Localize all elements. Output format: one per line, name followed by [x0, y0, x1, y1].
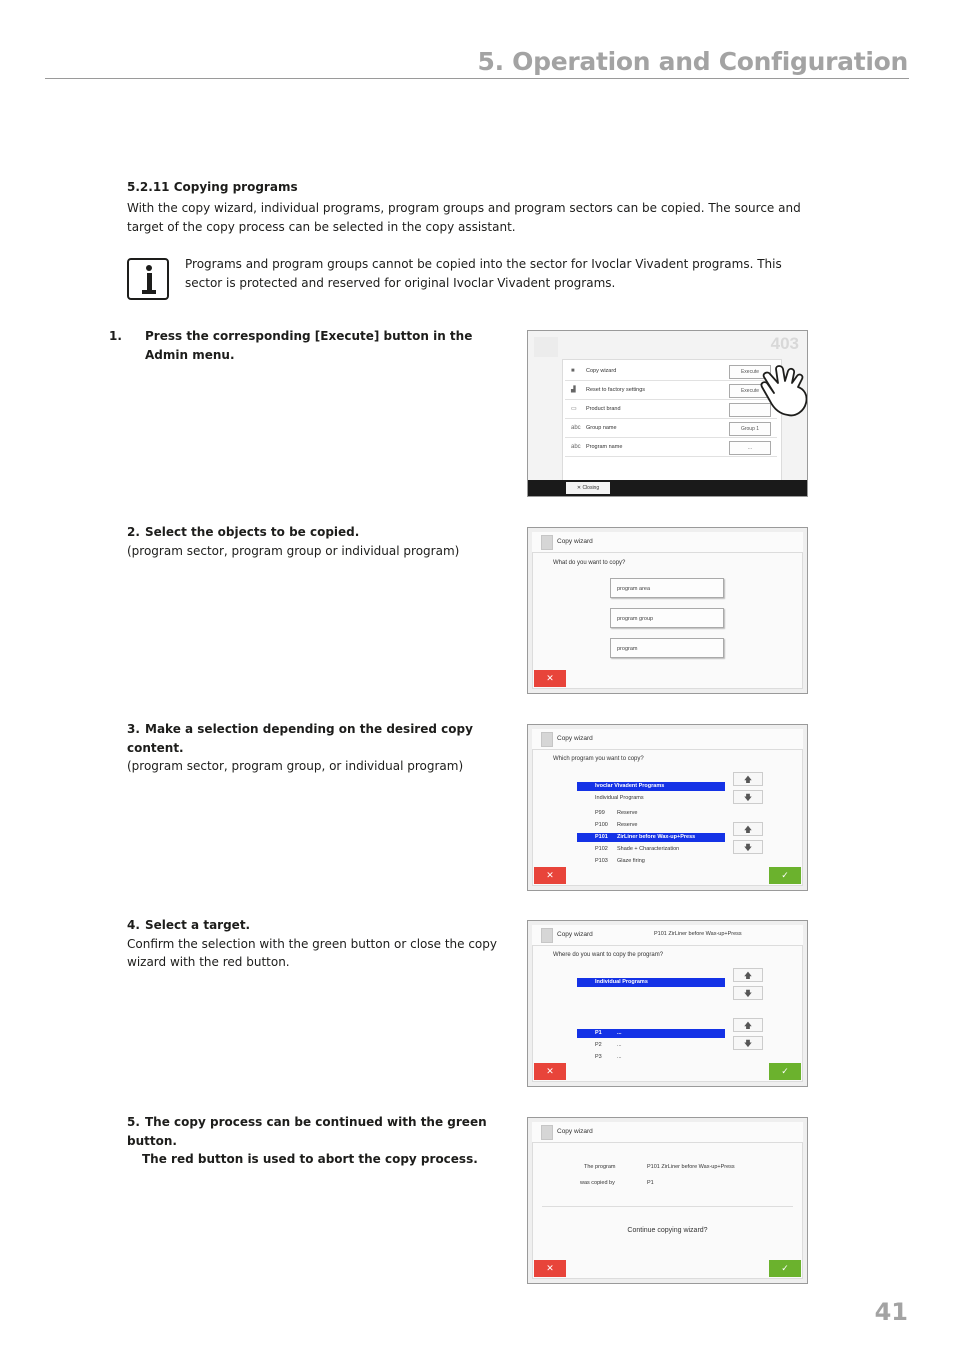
admin-logo — [534, 337, 558, 357]
confirm-button[interactable]: ✓ — [769, 1260, 801, 1277]
group-individual-programs[interactable]: Individual Programs — [577, 978, 725, 987]
document-icon — [541, 732, 553, 747]
step-detail: Confirm the selection with the green button or close the copy wizard with the red button. — [127, 936, 497, 969]
step-instruction-2: The red button is used to abort the copy process. — [142, 1152, 478, 1166]
admin-row-group-name: abc Group name Group 1 — [565, 419, 777, 438]
group-name-field[interactable]: Group 1 — [729, 422, 771, 436]
step-number: 4. — [127, 918, 140, 932]
scroll-down-button[interactable]: 🡇 — [733, 840, 763, 854]
admin-screen-number: 403 — [770, 334, 799, 353]
program-row[interactable]: P103 Glaze firing — [595, 858, 645, 864]
screenshot-admin-menu — [527, 330, 808, 497]
wizard-title: Copy wizard — [557, 735, 593, 742]
execute-button[interactable]: Execute — [729, 365, 771, 379]
wizard-title: Copy wizard — [557, 1128, 593, 1135]
wizard-title: Copy wizard — [557, 931, 593, 938]
step-5 — [127, 1113, 512, 1169]
confirm-button[interactable]: ✓ — [769, 1063, 801, 1080]
scroll-up-button[interactable]: 🡅 — [733, 822, 763, 836]
wizard-question: Where do you want to copy the program? — [553, 952, 664, 958]
admin-row-program-name: abc Program name ... — [565, 438, 777, 457]
group-individual-programs[interactable]: Individual Programs — [595, 795, 644, 801]
document-icon — [541, 535, 553, 550]
info-note: Programs and program groups cannot be copied into the sector for Ivoclar Vivadent programs. This sector is protected and reserved for original Ivoclar Vivadent programs. — [185, 257, 782, 290]
step-detail: (program sector, program group, or individual program) — [127, 759, 464, 773]
scroll-up-button[interactable]: 🡅 — [733, 968, 763, 982]
step-instruction: Select a target. — [145, 918, 251, 932]
copied-by-value: P1 — [647, 1180, 654, 1186]
cancel-button[interactable]: ✕ — [534, 1063, 566, 1080]
divider — [542, 1206, 793, 1207]
scroll-down-button[interactable]: 🡇 — [733, 1036, 763, 1050]
copied-program-value: P101 ZirLiner before Wax-up+Press — [647, 1164, 735, 1170]
admin-row-copy-wizard: ■ Copy wizard Execute — [565, 362, 777, 381]
step-number: 5. — [127, 1115, 140, 1129]
step-instruction: The copy process can be continued with the green button. — [127, 1115, 487, 1148]
group-ivoclar-programs[interactable]: Ivoclar Vivadent Programs — [577, 782, 725, 791]
page-number: 41 — [874, 1298, 908, 1326]
pointing-hand-icon — [760, 363, 808, 419]
step-4 — [127, 916, 512, 972]
option-program-area[interactable]: program area — [610, 578, 724, 598]
cancel-button[interactable]: ✕ — [534, 867, 566, 884]
target-slot[interactable]: P2 ... — [595, 1042, 622, 1048]
admin-row-brand: ▭ Product brand — [565, 400, 777, 419]
step-number: 1. — [109, 329, 122, 343]
copy-icon: ■ — [571, 368, 575, 374]
program-row[interactable]: P99 Reserve — [595, 810, 638, 816]
step-instruction: Press the corresponding [Execute] button in the Admin menu. — [145, 329, 473, 362]
screenshot-which-program — [527, 724, 808, 891]
closing-button[interactable]: ✕ Closing — [566, 482, 610, 494]
program-name-field[interactable]: ... — [729, 441, 771, 455]
reset-icon: ▟ — [571, 387, 576, 393]
step-3 — [127, 720, 512, 776]
target-slot[interactable]: P3 ... — [595, 1054, 622, 1060]
step-number: 2. — [127, 525, 140, 539]
program-row[interactable]: P102 Shade + Characterization — [595, 846, 680, 852]
scroll-down-button[interactable]: 🡇 — [733, 790, 763, 804]
section-intro: With the copy wizard, individual programs, program groups and program sectors can be copied. The source and target of the copy process can be selected in the copy assistant. — [127, 201, 801, 234]
scroll-up-button[interactable]: 🡅 — [733, 772, 763, 786]
target-slot-selected[interactable]: P1 ... — [577, 1029, 725, 1038]
program-row-selected[interactable]: P101 ZirLiner before Wax-up+Press — [577, 833, 725, 842]
screenshot-copy-done — [527, 1117, 808, 1284]
text-icon: abc — [571, 425, 581, 431]
brand-icon: ▭ — [571, 406, 577, 412]
screenshot-copy-what — [527, 527, 808, 694]
step-number: 3. — [127, 722, 140, 736]
header-rule — [45, 78, 909, 79]
screenshot-select-target — [527, 920, 808, 1087]
option-program-group[interactable]: program group — [610, 608, 724, 628]
cancel-button[interactable]: ✕ — [534, 1260, 566, 1277]
copied-program-label: The program — [584, 1164, 616, 1170]
execute-button[interactable]: Execute — [729, 384, 771, 398]
step-detail: (program sector, program group or individual program) — [127, 543, 460, 558]
wizard-question: What do you want to copy? — [553, 560, 626, 566]
copied-by-label: was copied by — [580, 1180, 615, 1186]
step-instruction: Select the objects to be copied. — [145, 525, 360, 539]
text-icon: abc — [571, 444, 581, 450]
option-program[interactable]: program — [610, 638, 724, 658]
admin-row-reset: ▟ Reset to factory settings Execute — [565, 381, 777, 400]
program-row[interactable]: P100 Reserve — [595, 822, 638, 828]
info-icon — [127, 258, 169, 300]
cancel-button[interactable]: ✕ — [534, 670, 566, 687]
wizard-title: Copy wizard — [557, 538, 593, 545]
step-2 — [127, 523, 512, 560]
chapter-title: 5. Operation and Configuration — [477, 47, 908, 76]
scroll-down-button[interactable]: 🡇 — [733, 986, 763, 1000]
section-title: 5.2.11 Copying programs — [127, 180, 298, 194]
document-icon — [541, 928, 553, 943]
confirm-button[interactable]: ✓ — [769, 867, 801, 884]
continue-prompt: Continue copying wizard? — [627, 1227, 708, 1234]
scroll-up-button[interactable]: 🡅 — [733, 1018, 763, 1032]
step-1 — [109, 327, 512, 364]
document-icon — [541, 1125, 553, 1140]
step-instruction: Make a selection depending on the desired copy content. — [127, 722, 473, 755]
selected-program-label: P101 ZirLiner before Wax-up+Press — [654, 931, 742, 937]
wizard-question: Which program you want to copy? — [553, 756, 644, 762]
